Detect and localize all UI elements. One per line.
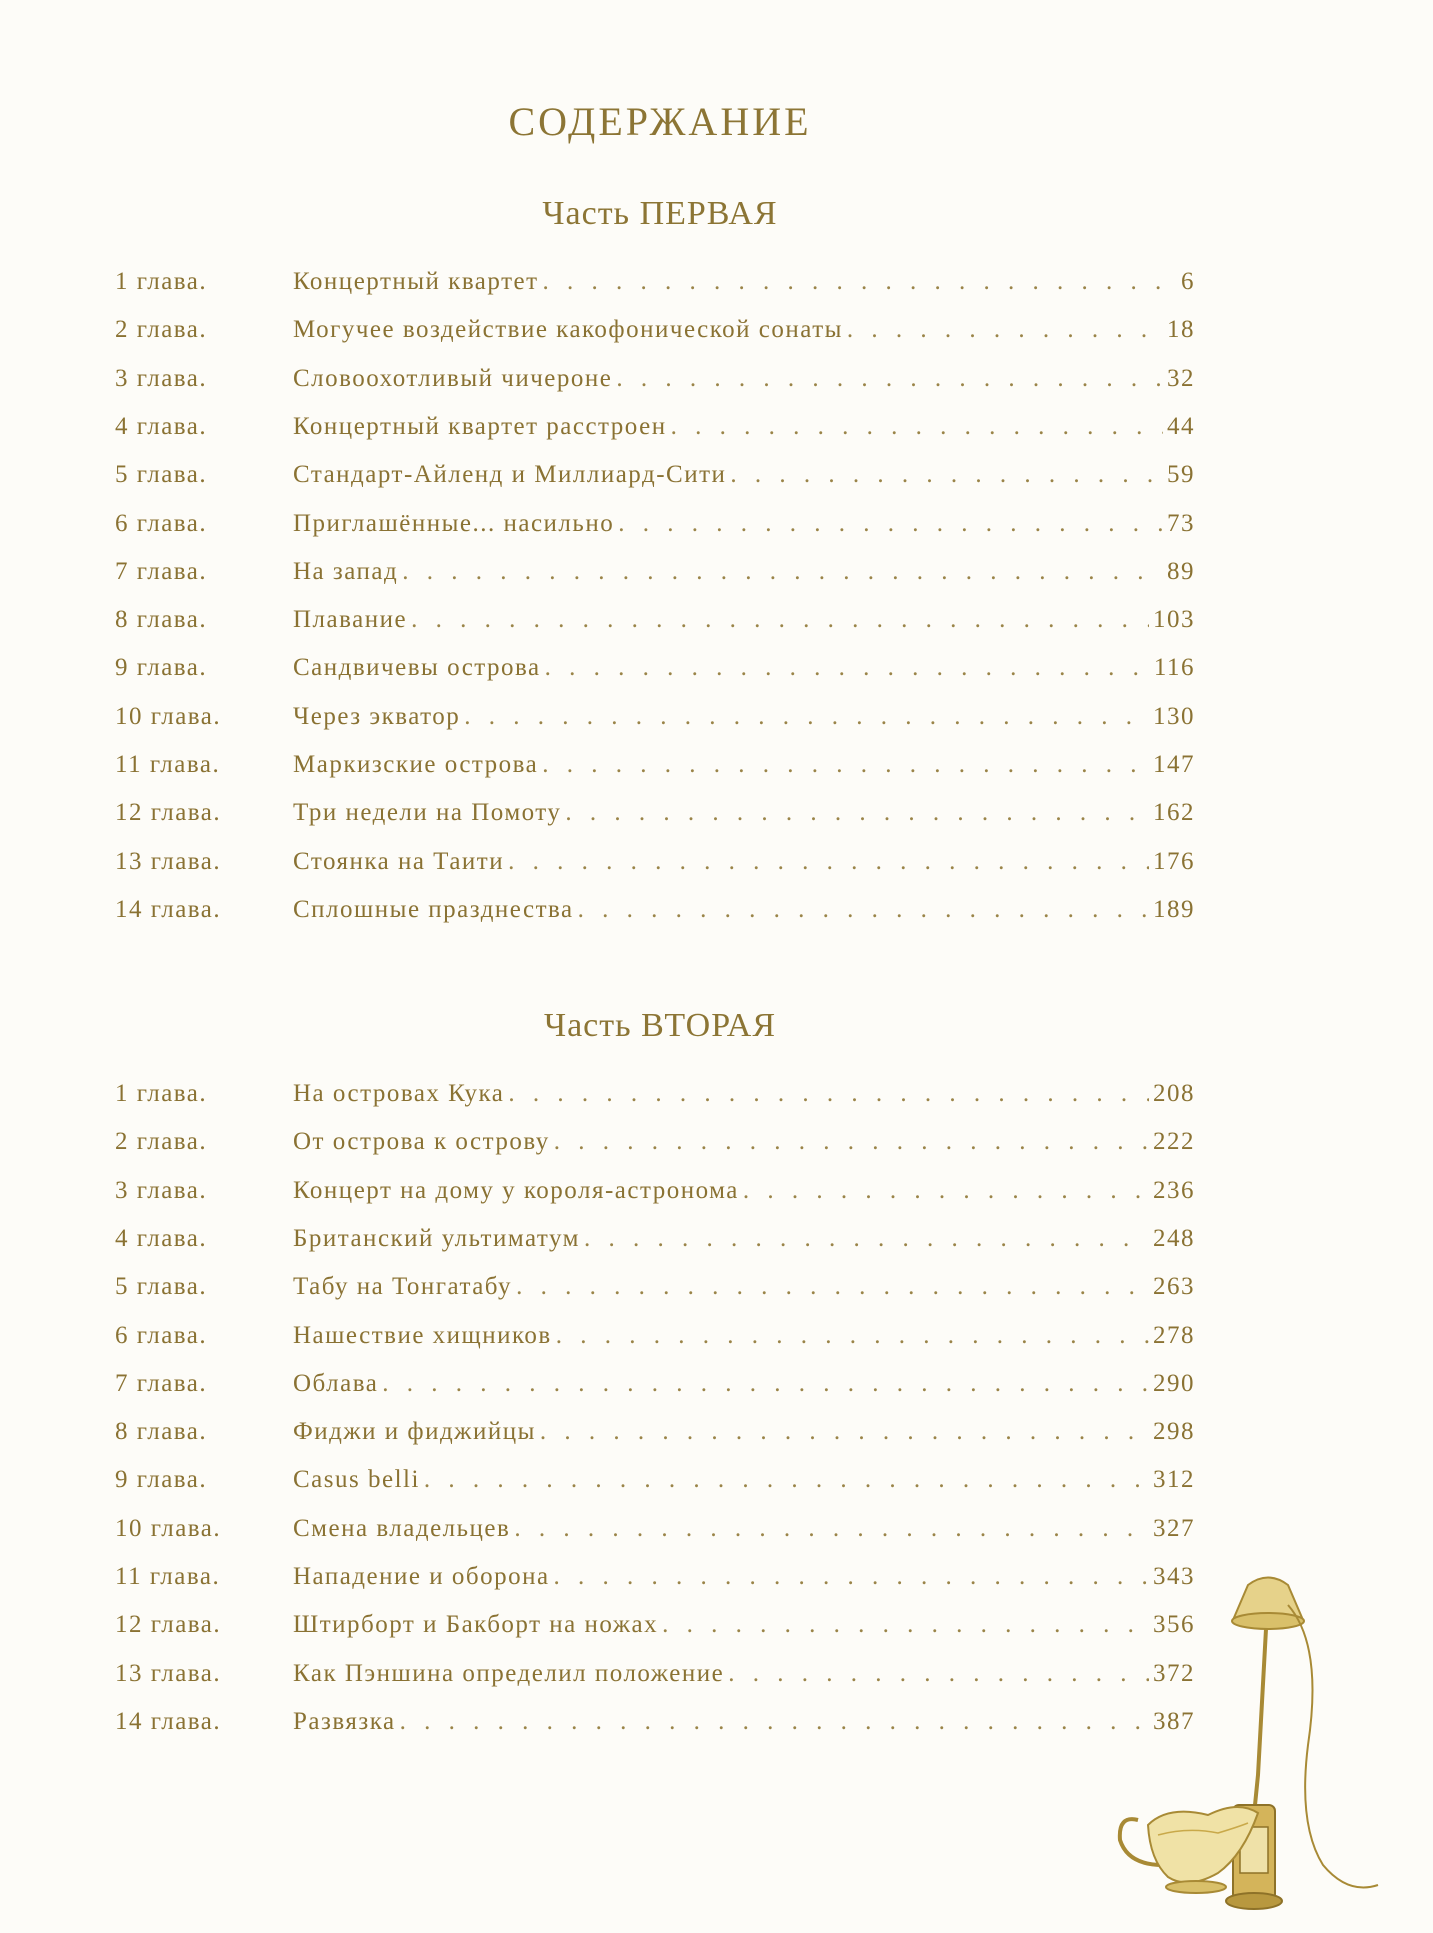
toc-entry [115, 365, 1195, 405]
dot-leader [565, 799, 1149, 827]
toc-entry [115, 1128, 1195, 1168]
dot-leader [616, 365, 1163, 393]
dot-leader [554, 1563, 1149, 1591]
chapter-number: 8 глава. [115, 1418, 208, 1445]
dot-leader [743, 1177, 1149, 1205]
toc-entry [115, 1708, 1195, 1748]
chapter-title: Сплошные празднества [293, 896, 574, 923]
chapter-title: Стандарт-Айленд и Миллиард-Сити [293, 461, 727, 488]
toc-entry [115, 1322, 1195, 1362]
chapter-title: Как Пэншина определил положение [293, 1660, 725, 1687]
chapter-page-number: 290 [1153, 1370, 1195, 1397]
chapter-title: На островах Кука [293, 1080, 505, 1107]
dot-leader [508, 848, 1149, 876]
chapter-page-number: 343 [1153, 1563, 1195, 1590]
toc-entry [115, 1418, 1195, 1458]
chapter-number: 10 глава. [115, 703, 222, 730]
chapter-number: 3 глава. [115, 365, 208, 392]
chapter-title: Концертный квартет [293, 268, 539, 295]
dot-leader [514, 1515, 1149, 1543]
chapter-page-number: 189 [1153, 896, 1195, 923]
chapter-title: Фиджи и фиджийцы [293, 1418, 536, 1445]
toc-entry [115, 1370, 1195, 1410]
chapter-page-number: 298 [1153, 1418, 1195, 1445]
chapter-page-number: 327 [1153, 1515, 1195, 1542]
chapter-number: 12 глава. [115, 1611, 222, 1638]
dot-leader [730, 461, 1163, 489]
chapter-number: 4 глава. [115, 1225, 208, 1252]
chapter-number: 14 глава. [115, 1708, 222, 1735]
chapter-page-number: 356 [1153, 1611, 1195, 1638]
chapter-number: 11 глава. [115, 751, 221, 778]
dot-leader [516, 1273, 1149, 1301]
dot-leader [411, 606, 1149, 634]
chapter-number: 5 глава. [115, 461, 208, 488]
chapter-title: Нападение и оборона [293, 1563, 550, 1590]
dot-leader [424, 1466, 1149, 1494]
dot-leader [618, 510, 1163, 538]
chapter-number: 9 глава. [115, 654, 208, 681]
chapter-title: Плавание [293, 606, 408, 633]
dot-leader [545, 654, 1150, 682]
chapter-number: 11 глава. [115, 1563, 221, 1590]
chapter-title: От острова к острову [293, 1128, 550, 1155]
chapter-number: 9 глава. [115, 1466, 208, 1493]
chapter-number: 1 глава. [115, 268, 208, 295]
chapter-number: 6 глава. [115, 1322, 208, 1349]
chapter-title: Облава [293, 1370, 379, 1397]
chapter-page-number: 176 [1153, 848, 1195, 875]
dot-leader [382, 1370, 1149, 1398]
chapter-page-number: 116 [1153, 654, 1195, 681]
toc-entry [115, 848, 1195, 888]
chapter-title: Концерт на дому у короля-астронома [293, 1177, 739, 1204]
chapter-number: 2 глава. [115, 1128, 208, 1155]
page-title: СОДЕРЖАНИЕ [508, 99, 812, 144]
dot-leader [584, 1225, 1149, 1253]
toc-entry [115, 896, 1195, 936]
toc-entry [115, 1660, 1195, 1700]
chapter-number: 12 глава. [115, 799, 222, 826]
chapter-page-number: 103 [1153, 606, 1195, 633]
chapter-page-number: 59 [1167, 461, 1195, 488]
dot-leader [578, 896, 1149, 924]
chapter-title: Casus belli [293, 1466, 420, 1493]
chapter-number: 4 глава. [115, 413, 208, 440]
chapter-title: Концертный квартет расстроен [293, 413, 667, 440]
chapter-title: Сандвичевы острова [293, 654, 541, 681]
toc-entry [115, 413, 1195, 453]
chapter-number: 5 глава. [115, 1273, 208, 1300]
toc-entry [115, 316, 1195, 356]
chapter-page-number: 18 [1167, 316, 1195, 343]
chapter-page-number: 387 [1153, 1708, 1195, 1735]
dot-leader [540, 1418, 1149, 1446]
toc-entry [115, 1466, 1195, 1506]
toc-entry [115, 1563, 1195, 1603]
dot-leader [554, 1128, 1149, 1156]
chapter-page-number: 372 [1153, 1660, 1195, 1687]
chapter-title: Могучее воздействие какофонической сонаты [293, 316, 843, 343]
chapter-page-number: 208 [1153, 1080, 1195, 1107]
dot-leader [847, 316, 1163, 344]
lamp-and-sauceboat-illustration [1108, 1565, 1408, 1915]
chapter-title: Три недели на Помоту [293, 799, 562, 826]
dot-leader [400, 1708, 1149, 1736]
toc-entry [115, 1611, 1195, 1651]
toc-entry [115, 751, 1195, 791]
chapter-number: 6 глава. [115, 510, 208, 537]
toc-entry [115, 1080, 1195, 1120]
toc-entry [115, 703, 1195, 743]
chapter-title: Маркизские острова [293, 751, 539, 778]
dot-leader [508, 1080, 1149, 1108]
chapter-page-number: 73 [1167, 510, 1195, 537]
dot-leader [728, 1660, 1149, 1688]
chapter-number: 7 глава. [115, 558, 208, 585]
dot-leader [542, 751, 1149, 779]
chapter-title: Стоянка на Таити [293, 848, 505, 875]
chapter-page-number: 278 [1153, 1322, 1195, 1349]
chapter-page-number: 248 [1153, 1225, 1195, 1252]
toc-entry [115, 510, 1195, 550]
chapter-page-number: 162 [1153, 799, 1195, 826]
chapter-number: 3 глава. [115, 1177, 208, 1204]
toc-entry [115, 1515, 1195, 1555]
part-one-title: Часть ПЕРВАЯ [542, 195, 778, 232]
chapter-number: 13 глава. [115, 1660, 222, 1687]
dot-leader [556, 1322, 1149, 1350]
chapter-number: 1 глава. [115, 1080, 208, 1107]
chapter-title: Развязка [293, 1708, 396, 1735]
chapter-page-number: 6 [1181, 268, 1195, 295]
chapter-page-number: 147 [1153, 751, 1195, 778]
chapter-number: 14 глава. [115, 896, 222, 923]
chapter-page-number: 236 [1153, 1177, 1195, 1204]
chapter-title: Штирборт и Бакборт на ножах [293, 1611, 659, 1638]
toc-entry [115, 606, 1195, 646]
chapter-title: Через экватор [293, 703, 461, 730]
chapter-page-number: 130 [1153, 703, 1195, 730]
dot-leader [662, 1611, 1149, 1639]
chapter-title: Нашествие хищников [293, 1322, 552, 1349]
toc-entry [115, 799, 1195, 839]
chapter-title: Табу на Тонгатабу [293, 1273, 513, 1300]
chapter-number: 10 глава. [115, 1515, 222, 1542]
chapter-title: Словоохотливый чичероне [293, 365, 613, 392]
chapter-page-number: 263 [1153, 1273, 1195, 1300]
dot-leader [402, 558, 1163, 586]
chapter-title: На запад [293, 558, 399, 585]
toc-entry [115, 1177, 1195, 1217]
chapter-title: Приглашённые... насильно [293, 510, 615, 537]
chapter-title: Британский ультиматум [293, 1225, 581, 1252]
chapter-page-number: 89 [1167, 558, 1195, 585]
dot-leader [671, 413, 1163, 441]
chapter-number: 8 глава. [115, 606, 208, 633]
toc-entry [115, 461, 1195, 501]
toc-entry [115, 654, 1195, 694]
chapter-number: 2 глава. [115, 316, 208, 343]
toc-entry [115, 558, 1195, 598]
part-two-title: Часть ВТОРАЯ [543, 1007, 777, 1044]
chapter-number: 7 глава. [115, 1370, 208, 1397]
chapter-page-number: 32 [1167, 365, 1195, 392]
chapter-number: 13 глава. [115, 848, 222, 875]
chapter-page-number: 222 [1153, 1128, 1195, 1155]
toc-entry [115, 268, 1195, 308]
toc-entry [115, 1225, 1195, 1265]
dot-leader [543, 268, 1177, 296]
dot-leader [464, 703, 1149, 731]
chapter-page-number: 312 [1153, 1466, 1195, 1493]
chapter-page-number: 44 [1167, 413, 1195, 440]
chapter-title: Смена владельцев [293, 1515, 511, 1542]
toc-entry [115, 1273, 1195, 1313]
